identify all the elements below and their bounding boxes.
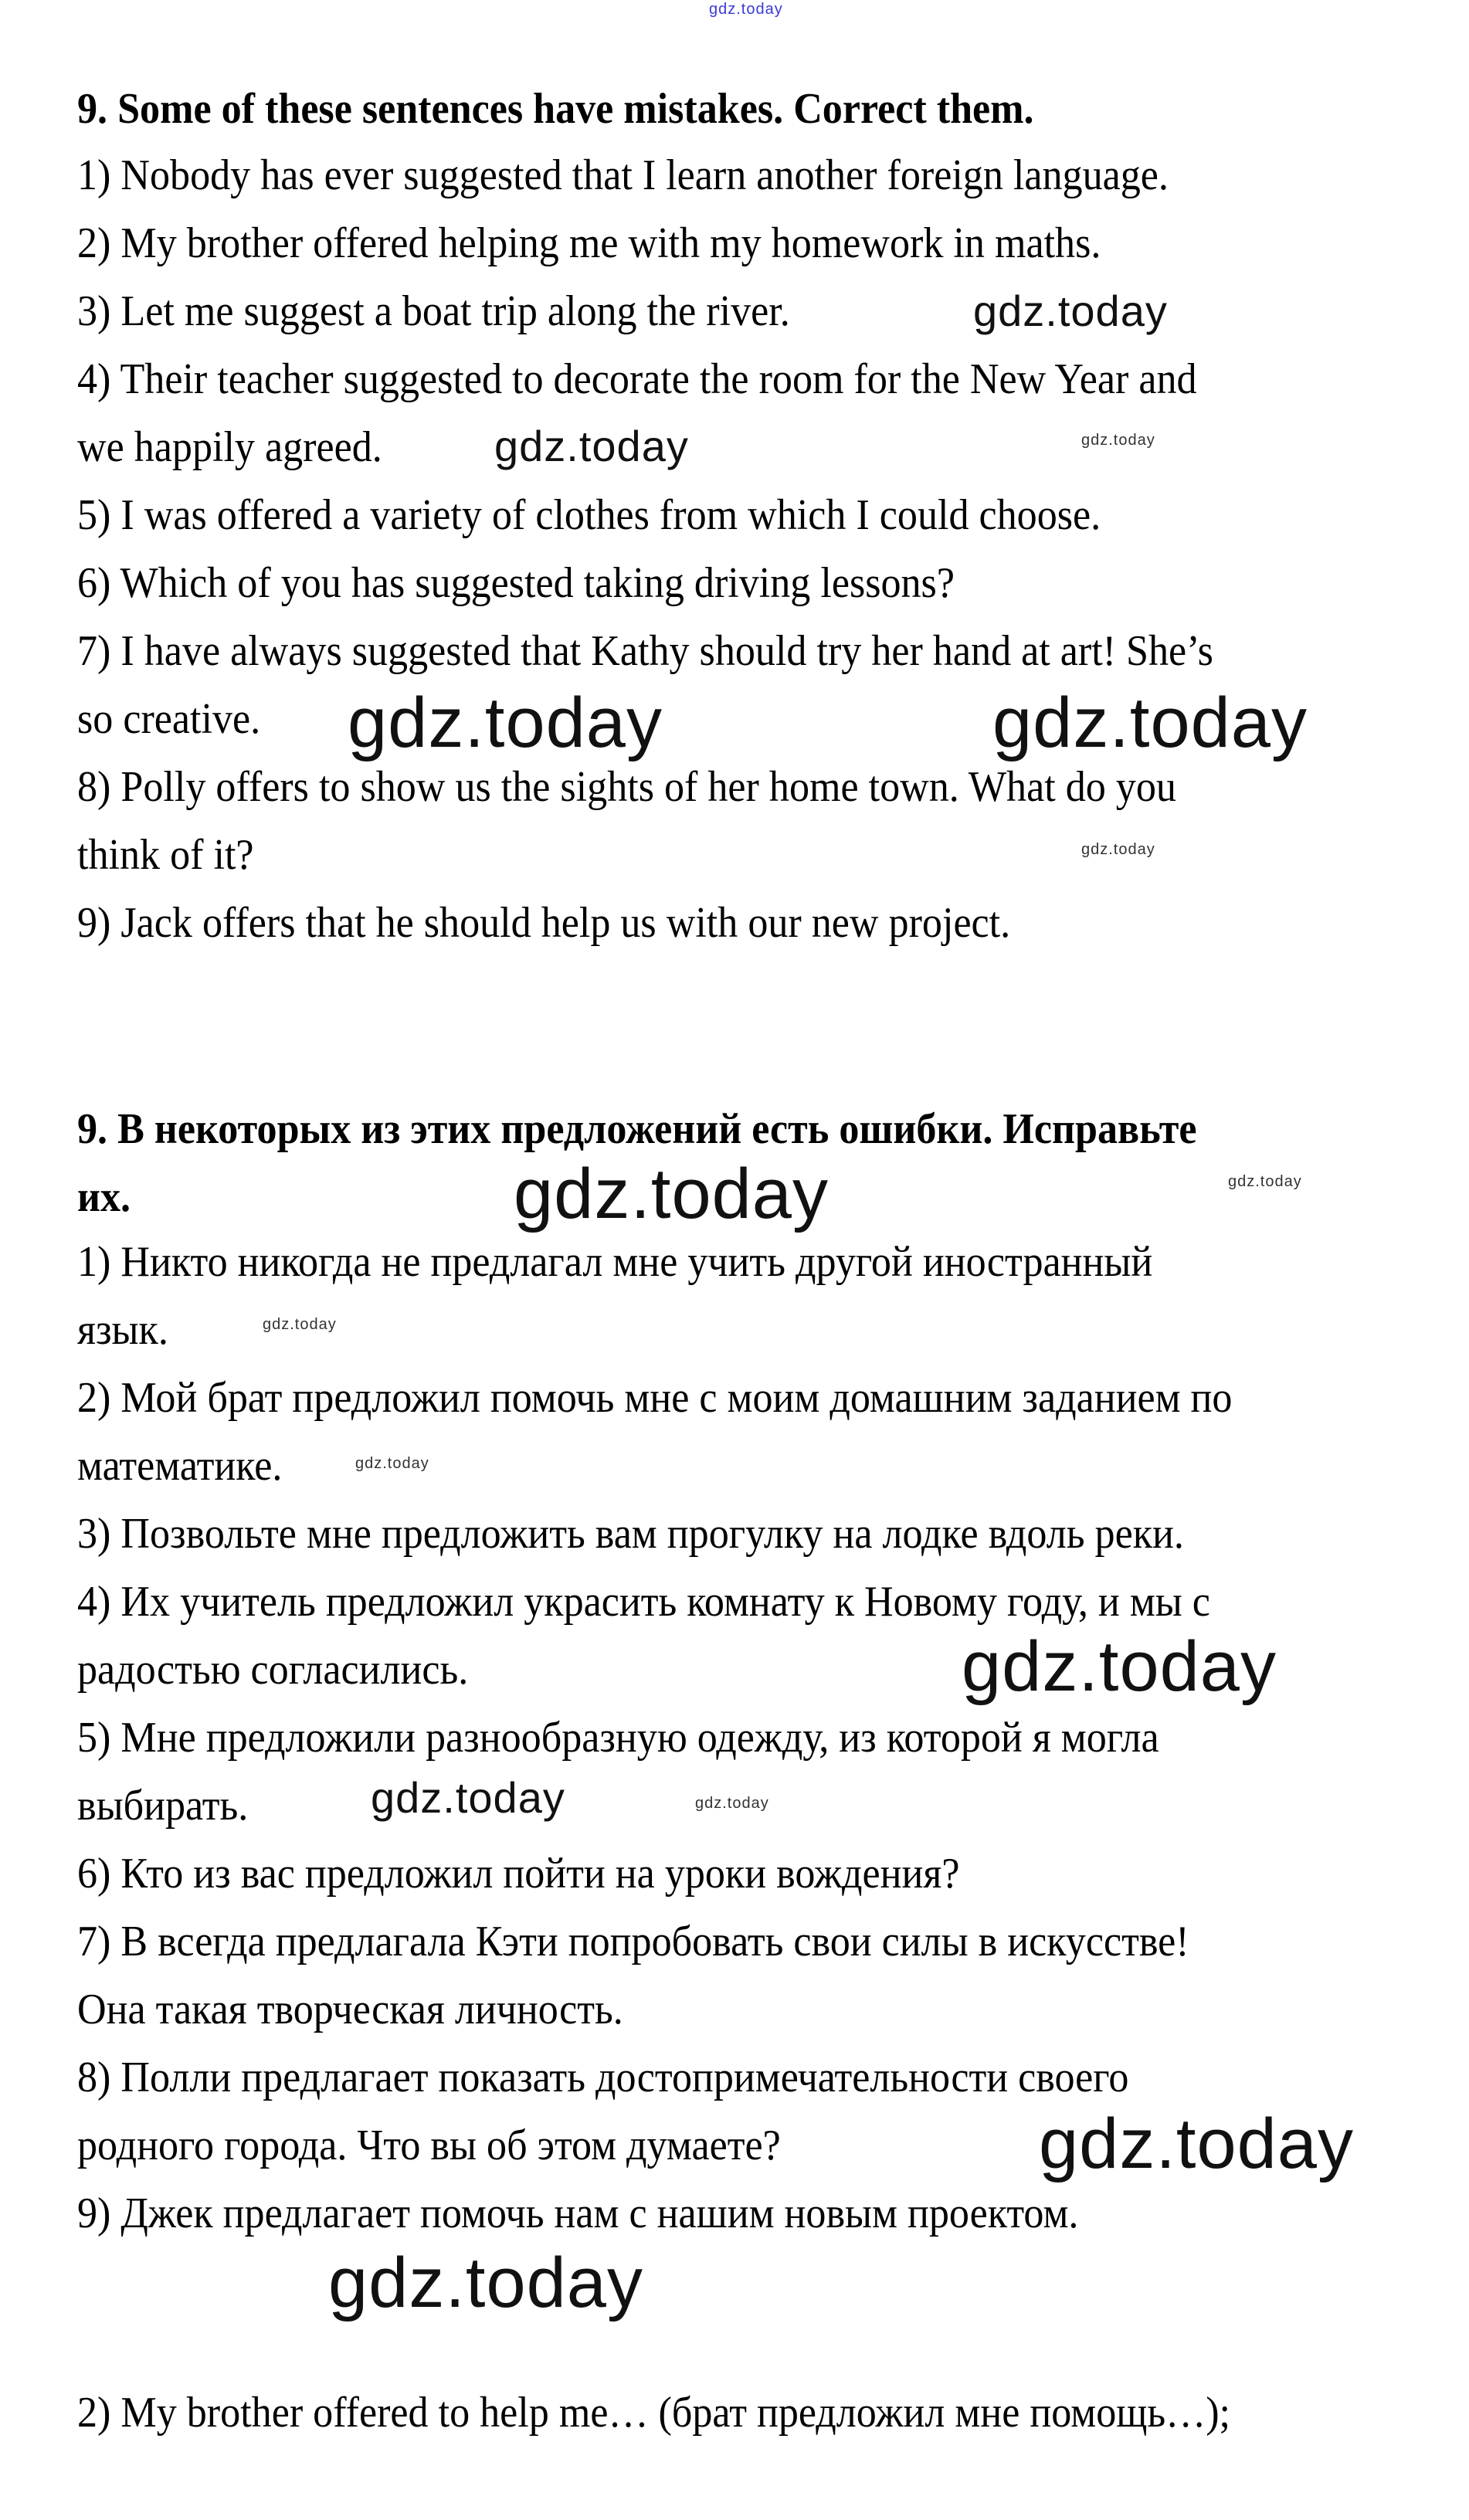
sentence-line: we happily agreed. [77,423,382,471]
sentence-line: Она такая творческая личность. [77,1986,623,2033]
watermark: gdz.today [263,1316,337,1333]
sentence-line: 5) I was offered a variety of clothes from which I could choose. [77,491,1101,539]
sentence-line: 6) Which of you has suggested taking driving lessons? [77,559,955,607]
sentence-line: 3) Let me suggest a boat trip along the river. [77,287,790,335]
sentence-line: 3) Позвольте мне предложить вам прогулку на лодке вдоль реки. [77,1510,1184,1558]
watermark: gdz.today [1039,2105,1354,2183]
watermark: gdz.today [992,683,1308,762]
sentence-line: 4) Их учитель предложил украсить комнату к Новому году, и мы с [77,1578,1210,1626]
sentence-line: 1) Никто никогда не предлагал мне учить другой иностранный [77,1238,1153,1286]
sentence-line: радостью согласились. [77,1646,469,1694]
sentence-line: 8) Polly offers to show us the sights of her home town. What do you [77,763,1176,811]
sentence-line: 9) Джек предлагает помочь нам с нашим новым проектом. [77,2189,1079,2237]
sentence-line: язык. [77,1306,168,1354]
watermark: gdz.today [514,1155,829,1233]
sentence-line: 6) Кто из вас предложил пойти на уроки вождения? [77,1850,960,1898]
exercise-heading-ru: 9. В некоторых из этих предложений есть ошибки. Исправьте [77,1105,1197,1153]
sentence-line: 7) В всегда предлагала Кэти попробовать свои силы в искусстве! [77,1918,1189,1965]
watermark: gdz.today [1081,841,1155,858]
watermark: gdz.today [328,2244,643,2322]
sentence-line: 8) Полли предлагает показать достопримечательности своего [77,2054,1129,2101]
watermark: gdz.today [1228,1173,1302,1190]
sentence-line: родного города. Что вы об этом думаете? [77,2121,781,2169]
watermark: gdz.today [709,1,783,18]
sentence-line: 7) I have always suggested that Kathy should try her hand at art! She’s [77,627,1213,675]
sentence-line: so creative. [77,695,261,743]
watermark: gdz.today [348,683,663,762]
sentence-line: 9) Jack offers that he should help us with our new project. [77,899,1011,947]
sentence-line: выбирать. [77,1782,249,1830]
sentence-line: 5) Мне предложили разнообразную одежду, из которой я могла [77,1714,1159,1762]
watermark: gdz.today [962,1627,1277,1706]
watermark: gdz.today [973,287,1168,335]
watermark: gdz.today [371,1773,565,1822]
sentence-line: 1) Nobody has ever suggested that I learn another foreign language. [77,151,1169,199]
exercise-heading-en: 9. Some of these sentences have mistakes. Correct them. [77,85,1034,133]
exercise-heading-ru-cont: их. [77,1173,131,1221]
sentence-line: математике. [77,1442,283,1490]
watermark: gdz.today [695,1795,769,1812]
sentence-line: 2) My brother offered helping me with my homework in maths. [77,219,1101,267]
sentence-line: 4) Their teacher suggested to decorate the room for the New Year and [77,355,1197,403]
sentence-line: think of it? [77,831,254,879]
watermark: gdz.today [355,1455,429,1472]
answer-line: 2) My brother offered to help me… (брат предложил мне помощь…); [77,2389,1231,2437]
sentence-line: 2) Мой брат предложил помочь мне с моим домашним заданием по [77,1374,1233,1422]
watermark: gdz.today [494,422,689,470]
watermark: gdz.today [1081,432,1155,449]
